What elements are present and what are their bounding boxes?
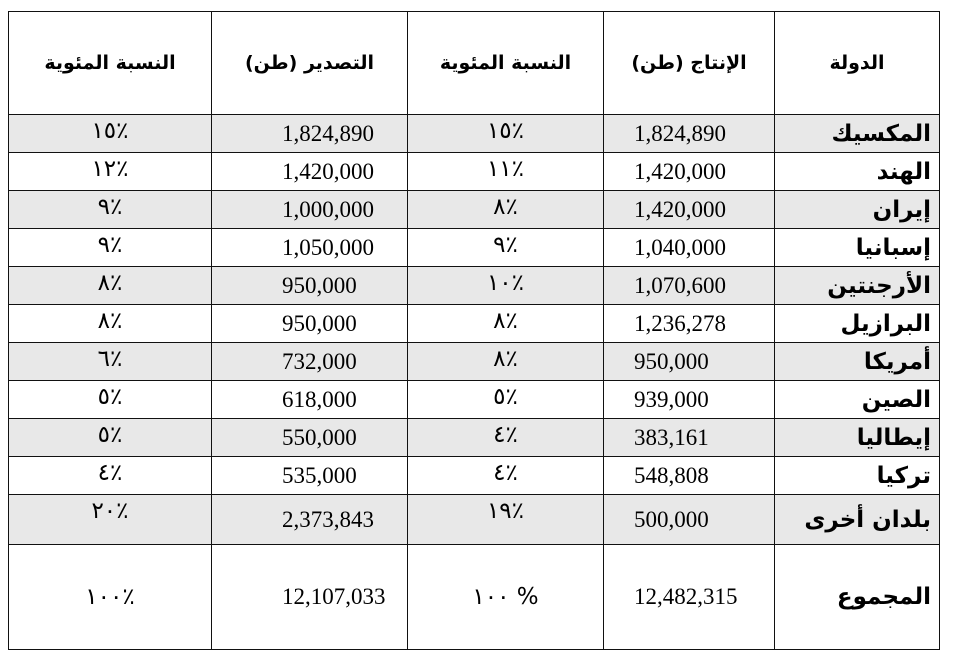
cell-country: إيطاليا [775,419,940,457]
cell-production: 500,000 [604,495,775,545]
header-production-pct: النسبة المئوية [408,12,604,115]
cell-production: 1,070,600 [604,267,775,305]
total-export-pct: ٪١٠٠ [9,545,212,650]
cell-production: 1,040,000 [604,229,775,267]
cell-export-pct: ٪٥ [9,381,212,419]
cell-country: بلدان أخرى [775,495,940,545]
cell-export-pct: ٪٩ [9,229,212,267]
table-container [8,11,940,650]
cell-export-pct: ٪٢٠ [9,495,212,545]
table-row [9,229,940,267]
table-row [9,191,940,229]
cell-export: 618,000 [212,381,408,419]
cell-export: 1,050,000 [212,229,408,267]
cell-production-pct: ٪٨ [408,343,604,381]
cell-country: المكسيك [775,115,940,153]
cell-export-pct: ٪١٢ [9,153,212,191]
cell-production-pct: ٪٨ [408,191,604,229]
cell-export: 950,000 [212,267,408,305]
cell-production: 1,824,890 [604,115,775,153]
total-row [9,545,940,650]
cell-production-pct: ٪١١ [408,153,604,191]
cell-production: 548,808 [604,457,775,495]
cell-country: إيران [775,191,940,229]
total-production: 12,482,315 [604,545,775,650]
cell-country: أمريكا [775,343,940,381]
total-production-pct: % ١٠٠ [408,545,604,650]
table-row [9,495,940,545]
cell-country: إسبانيا [775,229,940,267]
table-row [9,267,940,305]
table-row [9,153,940,191]
cell-production: 1,236,278 [604,305,775,343]
cell-export: 550,000 [212,419,408,457]
cell-production-pct: ٪٩ [408,229,604,267]
cell-country: الصين [775,381,940,419]
cell-production-pct: ٪٤ [408,419,604,457]
header-export-pct: النسبة المئوية [9,12,212,115]
table-row [9,305,940,343]
cell-production-pct: ٪١٩ [408,495,604,545]
cell-export-pct: ٪٦ [9,343,212,381]
cell-export: 535,000 [212,457,408,495]
cell-production: 1,420,000 [604,153,775,191]
production-export-table [8,11,940,650]
cell-production-pct: ٪٨ [408,305,604,343]
cell-export-pct: ٪٤ [9,457,212,495]
header-country: الدولة [775,12,940,115]
cell-export: 732,000 [212,343,408,381]
table-body [9,115,940,650]
cell-production: 383,161 [604,419,775,457]
cell-export-pct: ٪١٥ [9,115,212,153]
total-label: المجموع [775,545,940,650]
table-row [9,343,940,381]
cell-export: 1,420,000 [212,153,408,191]
cell-export-pct: ٪٨ [9,305,212,343]
table-row [9,381,940,419]
cell-export-pct: ٪٥ [9,419,212,457]
cell-export: 2,373,843 [212,495,408,545]
cell-country: تركيا [775,457,940,495]
cell-export: 1,824,890 [212,115,408,153]
cell-country: البرازيل [775,305,940,343]
header-production: الإنتاج (طن) [604,12,775,115]
total-export: 12,107,033 [212,545,408,650]
cell-production: 1,420,000 [604,191,775,229]
cell-country: الهند [775,153,940,191]
cell-export-pct: ٪٩ [9,191,212,229]
table-row [9,115,940,153]
header-row [9,12,940,115]
cell-production-pct: ٪١٠ [408,267,604,305]
cell-production: 950,000 [604,343,775,381]
table-row [9,457,940,495]
cell-production-pct: ٪١٥ [408,115,604,153]
table-row [9,419,940,457]
cell-production-pct: ٪٥ [408,381,604,419]
cell-export: 1,000,000 [212,191,408,229]
cell-export-pct: ٪٨ [9,267,212,305]
cell-production: 939,000 [604,381,775,419]
cell-country: الأرجنتين [775,267,940,305]
header-export: التصدير (طن) [212,12,408,115]
cell-export: 950,000 [212,305,408,343]
cell-production-pct: ٪٤ [408,457,604,495]
